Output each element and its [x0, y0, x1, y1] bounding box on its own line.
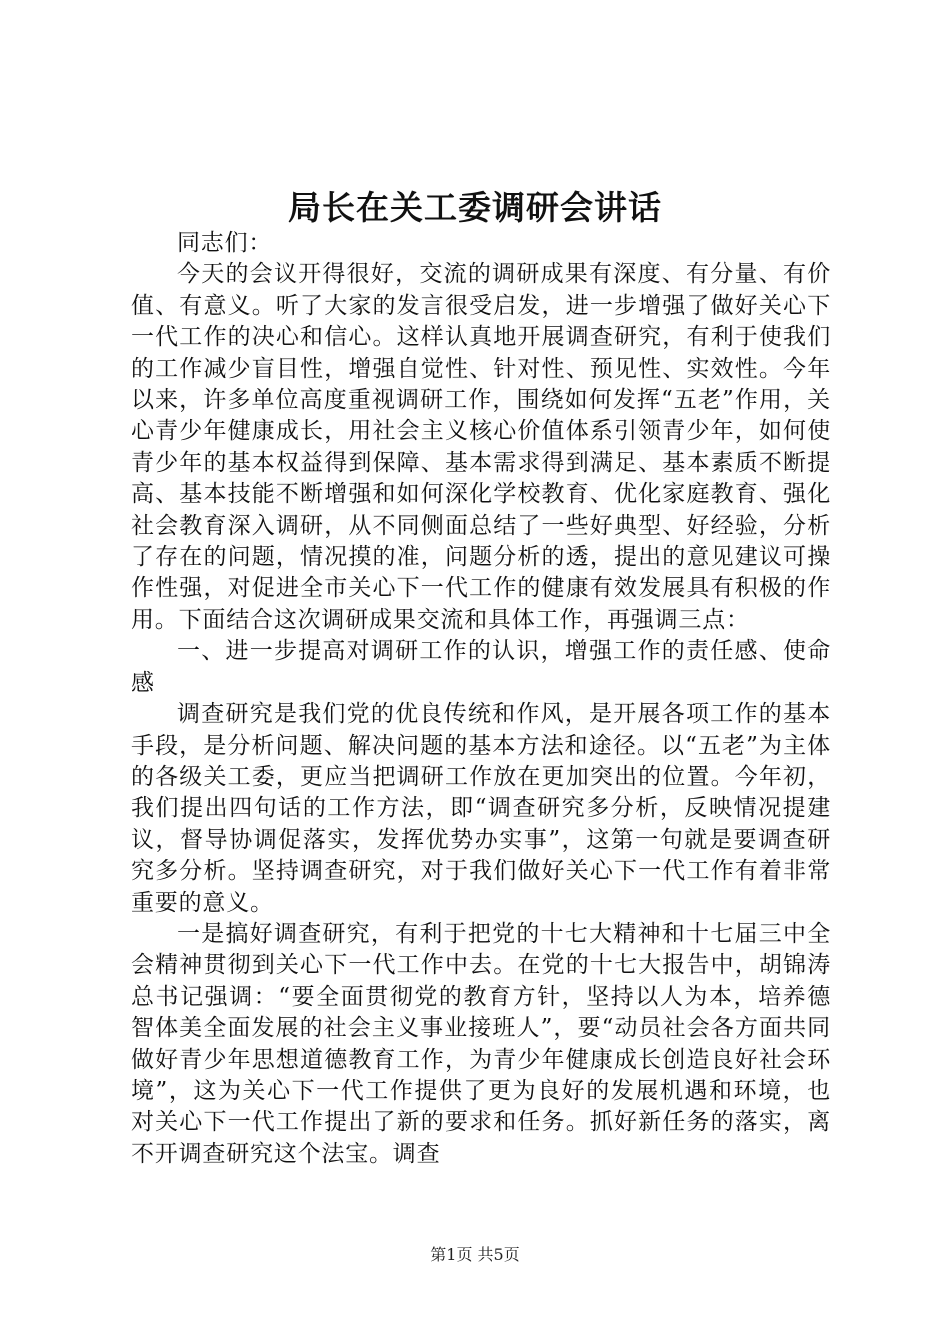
paragraph-intro: 今天的会议开得很好，交流的调研成果有深度、有分量、有价值、有意义。听了大家的发言很受启发，进一步增强了做好关心下一代工作的决心和信心。这样认真地开展调查研究，有利于使我们的工作减少盲目性，增强自觉性、针对性、预见性、实效性。今年以来，许多单位高度重视调研工作，围绕如何发挥“五老”作用，关心青少年健康成长，用社会主义核心价值体系引领青少年，如何使青少年的基本权益得到保障、基本需求得到满足、基本素质不断提高、基本技能不断增强和如何深化学校教育、优化家庭教育、强化社会教育深入调研，从不同侧面总结了一些好典型、好经验，分析了存在的问题，情况摸的准，问题分析的透，提出的意见建议可操作性强，对促进全市关心下一代工作的健康有效发展具有积极的作用。下面结合这次调研成果交流和具体工作，再强调三点： — [131, 261, 831, 633]
page-footer: 第1页 共5页 — [430, 1245, 520, 1264]
section-heading-1: 一、进一步提高对调研工作的认识，增强工作的责任感、使命感 — [131, 638, 831, 696]
paragraph-section-1: 调查研究是我们党的优良传统和作风，是开展各项工作的基本手段，是分析问题、解决问题的基本方法和途径。以“五老”为主体的各级关工委，更应当把调研工作放在更加突出的位置。今年初，我们提出四句话的工作方法，即“调查研究多分析，反映情况提建议，督导协调促落实，发挥优势办实事”，这第一句就是要调查研究多分析。坚持调查研究，对于我们做好关心下一代工作有着非常重要的意义。 — [131, 701, 831, 916]
paragraph-point-1: 一是搞好调查研究，有利于把党的十七大精神和十七届三中全会精神贯彻到关心下一代工作中去。在党的十七大报告中，胡锦涛总书记强调：“要全面贯彻党的教育方针，坚持以人为本，培养德智体美全面发展的社会主义事业接班人”，要“动员社会各方面共同做好青少年思想道德教育工作，为青少年健康成长创造良好社会环境”，这为关心下一代工作提供了更为良好的发展机遇和环境，也对关心下一代工作提出了新的要求和任务。抓好新任务的落实，离不开调查研究这个法宝。调查 — [131, 920, 831, 1167]
document-body — [131, 228, 831, 1170]
document-title: 局长在关工委调研会讲话 — [288, 188, 662, 227]
paragraph-salutation: 同志们： — [177, 230, 273, 256]
